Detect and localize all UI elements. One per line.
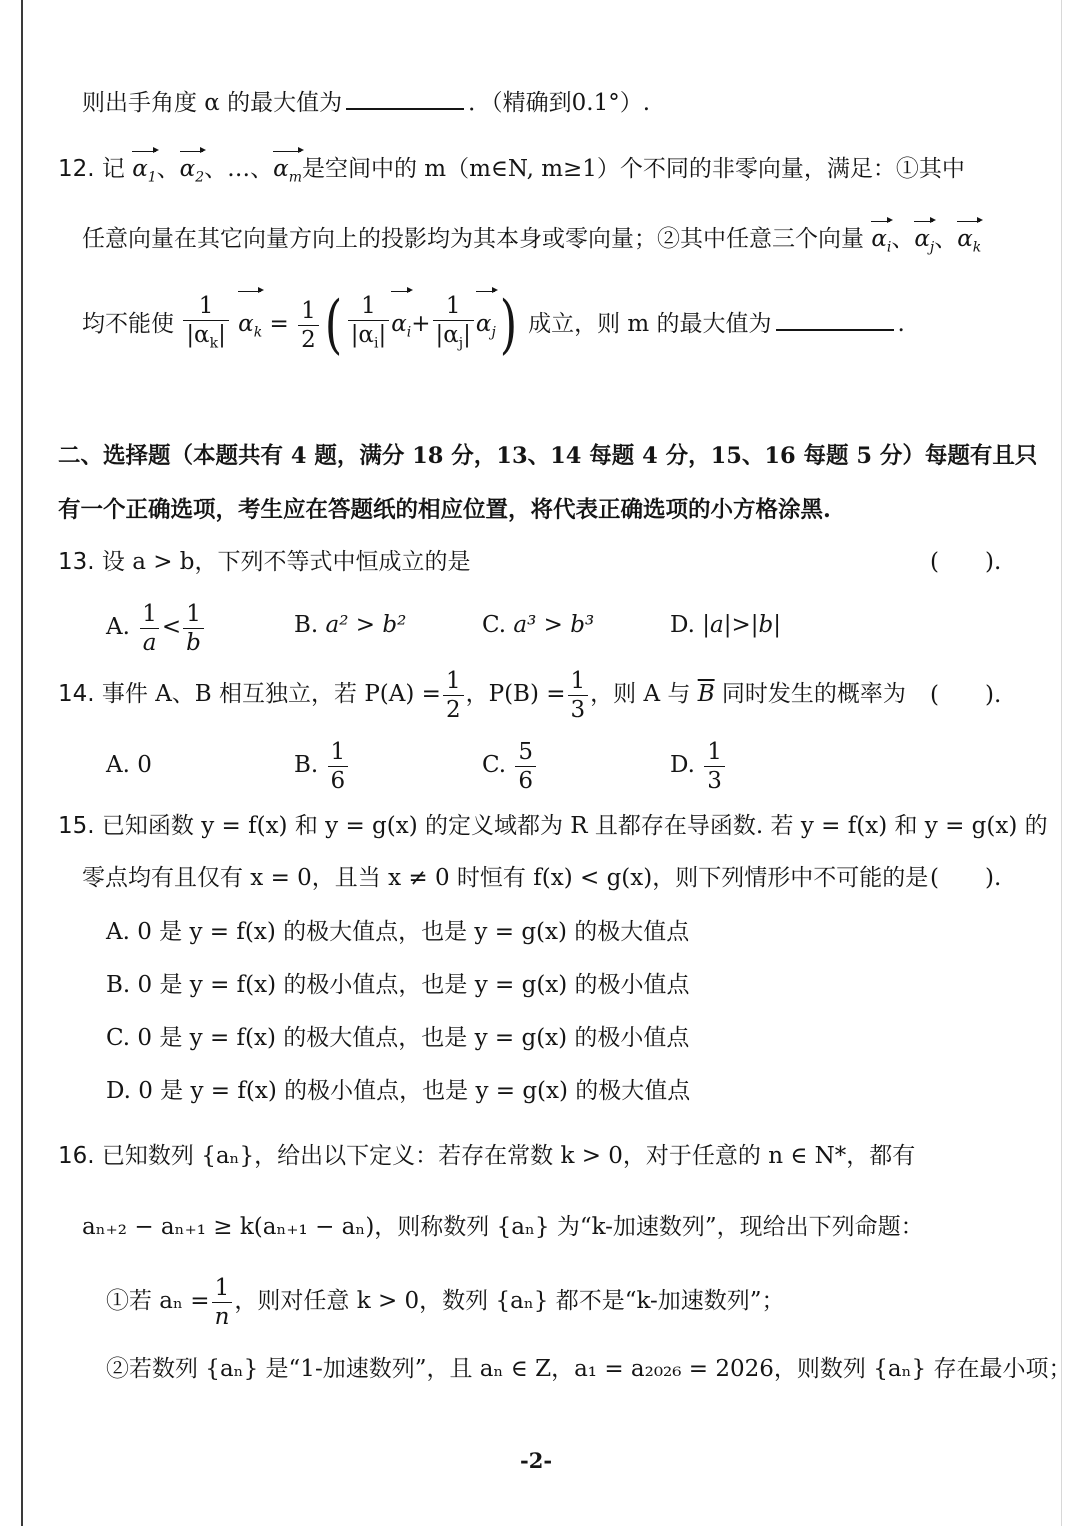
q15-line-1: 15. 已知函数 y = f(x) 和 y = g(x) 的定义域都为 R 且都存在导函数. 若 y = f(x) 和 y = g(x) 的 [58, 813, 1048, 839]
vector-ak-formula: $\alpha_k$ [238, 292, 262, 363]
q14-option-c[interactable]: C. $\frac{5}{6}$ [482, 736, 538, 795]
q16-proposition-1: ①若 aₙ = $\frac{1}{n}$ ，则对任意 k > 0，数列 {aₙ} 都不是“k-加速数列”； [106, 1274, 785, 1330]
q16-line-2: aₙ₊₂ − aₙ₊₁ ≥ k(aₙ₊₁ − aₙ)，则称数列 {aₙ} 为“k-加速数列”，现给出下列命题： [82, 1214, 924, 1240]
frac-one-half: $\frac{1}{2}$ [298, 297, 319, 354]
q15-option-c[interactable]: C. 0 是 y = f(x) 的极大值点，也是 y = g(x) 的极小值点 [106, 1025, 690, 1051]
vector-a2: $\alpha_2$ [180, 152, 204, 193]
q11-tail: 则出手角度 α 的最大值为 ．（精确到0.1°）. [82, 90, 651, 116]
q13-option-c[interactable]: C. a³ > b³ [482, 612, 595, 638]
vector-ai-formula: $\alpha_i$ [391, 292, 411, 363]
q12-line-2: 任意向量在其它向量方向上的投影均为其本身或零向量；②其中任意三个向量 $\alpha_i$、$\alpha_j$、$\alpha_k$ [82, 222, 981, 263]
frac-1-over-abs-ai: $\frac{1}{|\alpha_i|}$ [348, 292, 390, 358]
section-2-header-line-1: 二、选择题（本题共有 4 题，满分 18 分，13、14 每题 4 分，15、16 每题 5 分）每题有且只 [58, 443, 1038, 469]
page-edge-left [21, 0, 23, 1526]
b-complement: $\overline{B}$ [697, 681, 715, 707]
q15-option-a[interactable]: A. 0 是 y = f(x) 的极大值点，也是 y = g(x) 的极大值点 [106, 919, 690, 945]
vector-ai: $\alpha_i$ [871, 222, 891, 263]
page-number: -2- [520, 1448, 553, 1473]
frac-1-over-abs-ak: $\frac{1}{|\alpha_k|}$ [183, 292, 229, 358]
q12-line-3: 均不能使 $\frac{1}{|\alpha_k|}$ $\alpha_k$ = $\frac{1}{2}$ ( $\frac{1}{|\alpha_i|}$ $\alpha_i+$ $\frac{1}{|\alpha_j|}$ $\alpha_j$) 成立，则 m 的最大值为 . [82, 288, 905, 362]
q14-option-a[interactable]: A. 0 [106, 752, 152, 778]
page-edge-right [1061, 0, 1062, 1526]
q11-answer-blank[interactable] [346, 104, 464, 110]
q15-line-2: 零点均有且仅有 x = 0，且当 x ≠ 0 时恒有 f(x) < g(x)，则下列情形中不可能的是 [82, 865, 929, 891]
vector-aj: $\alpha_j$ [914, 222, 934, 263]
q15-answer-bracket[interactable]: ( ). [930, 865, 1002, 891]
q13-option-d[interactable]: D. |a|>|b| [670, 612, 781, 638]
q15-option-d[interactable]: D. 0 是 y = f(x) 的极小值点，也是 y = g(x) 的极大值点 [106, 1078, 691, 1104]
q12-answer-blank[interactable] [776, 325, 894, 331]
q14-answer-bracket[interactable]: ( ). [930, 682, 1002, 708]
section-2-header-line-2: 有一个正确选项，考生应在答题纸的相应位置，将代表正确选项的小方格涂黑. [58, 497, 831, 523]
q12-line-1: 12. 记 $\alpha_1$、$\alpha_2$、…、$\alpha_m$是空间中的 m（m∈N, m≥1）个不同的非零向量，满足：①其中 [58, 152, 965, 193]
q13-option-b[interactable]: B. a² > b² [294, 612, 407, 638]
q15-option-b[interactable]: B. 0 是 y = f(x) 的极小值点，也是 y = g(x) 的极小值点 [106, 972, 690, 998]
q16-line-1: 16. 已知数列 {aₙ}，给出以下定义：若存在常数 k > 0，对于任意的 n ∈ N*，都有 [58, 1143, 916, 1169]
q16-proposition-2: ②若数列 {aₙ} 是“1-加速数列”，且 aₙ ∈ Z，a₁ = a₂₀₂₆ = 2026，则数列 {aₙ} 存在最小项； [106, 1356, 1072, 1382]
frac-1-over-abs-aj: $\frac{1}{|\alpha_j|}$ [433, 292, 474, 358]
vector-am: $\alpha_m$ [273, 152, 302, 193]
q14-stem: 14. 事件 A、B 相互独立，若 P(A) = $\frac{1}{2}$ ，P(B) = $\frac{1}{3}$ ，则 A 与 $\overline{B}$ 同时发生的概率为 [58, 667, 906, 723]
q13-option-a[interactable]: A. $\frac{1}{a}$ < $\frac{1}{b}$ [106, 598, 206, 657]
vector-aj-formula: $\alpha_j$ [476, 292, 496, 363]
q14-option-b[interactable]: B. $\frac{1}{6}$ [294, 736, 350, 795]
vector-a1: $\alpha_1$ [132, 152, 156, 193]
q13-stem: 13. 设 a > b，下列不等式中恒成立的是 [58, 549, 471, 575]
q14-option-d[interactable]: D. $\frac{1}{3}$ [670, 736, 727, 795]
q13-answer-bracket[interactable]: ( ). [930, 549, 1002, 575]
vector-ak: $\alpha_k$ [957, 222, 981, 263]
